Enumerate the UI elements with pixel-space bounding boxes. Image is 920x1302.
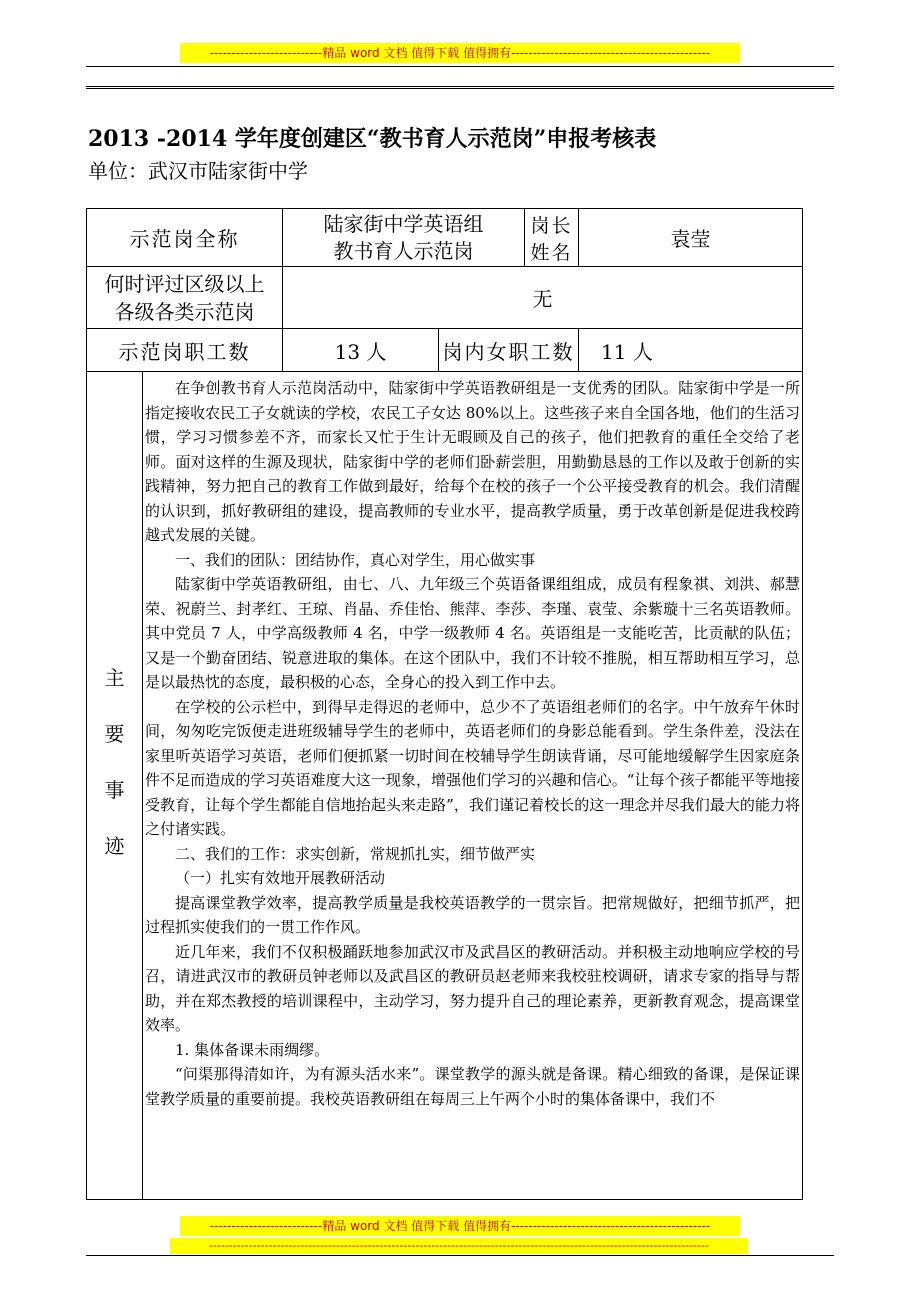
footer-dash-line: ------------------------------------------------------------------------------------------------------------------------------ <box>170 1238 748 1254</box>
history-label-line1: 何时评过区级以上 <box>104 271 265 296</box>
deeds-heading: 二、我们的工作：求实创新，常规抓扎实，细节做严实 <box>175 844 536 863</box>
full-name-line2: 教书育人示范岗 <box>333 238 474 263</box>
unit-line: 单位：武汉市陆家街中学 <box>88 159 308 183</box>
full-name-line1: 陆家街中学英语组 <box>323 211 484 236</box>
header-double-rule <box>86 86 834 91</box>
header-rule <box>86 66 834 67</box>
footer-banner: --------------------------精品 word 文档 值得下载 值得拥有---------------------------------------------- <box>180 1216 740 1236</box>
header-banner: --------------------------精品 word 文档 值得下载 值得拥有---------------------------------------------- <box>180 43 740 63</box>
staff-count-value: 13 人 <box>283 329 439 372</box>
deeds-heading: 一、我们的团队：团结协作，真心对学生，用心做实事 <box>175 550 536 569</box>
leader-name-label: 岗长姓名 <box>525 209 579 267</box>
deeds-paragraph: 近几年来，我们不仅积极踊跃地参加武汉市及武昌区的教研活动。并积极主动地响应学校的号召，请进武汉市的教研员钟老师以及武昌区的教研员赵老师来我校驻校调研，请求专家的指导与帮助，并在郑杰教授的培训课程中，主动学习，努力提升自己的理论素养，更新教育观念，提高课堂效率。 <box>145 942 801 1034</box>
deeds-paragraph: 在争创教书育人示范岗活动中，陆家街中学英语教研组是一支优秀的团队。陆家街中学是一所指定接收农民工子女就读的学校，农民工子女达 80%以上。这些孩子来自全国各地，他们的生活习惯，学习习惯参差不齐，而家长又忙于生计无暇顾及自己的孩子，他们把教育的重任全交给了老师。面对这样的生源及现状，陆家街中学的老师们卧薪尝胆，用勤勤恳恳的工作以及敢于创新的实践精神，努力把自己的教育工作做到最好，给每个在校的孩子一个公平接受教育的机会。我们清醒的认识到，抓好教研组的建设，提高教师的专业水平，提高教学质量，勇于改革创新是促进我校跨越式发展的关键。 <box>145 379 801 544</box>
footer-rule <box>86 1255 834 1256</box>
deeds-subheading: 1. 集体备课未雨绸缪。 <box>175 1040 330 1059</box>
staff-count-label: 示范岗职工数 <box>87 329 283 372</box>
full-name-value <box>283 209 525 267</box>
full-name-label: 示范岗全称 <box>87 209 283 267</box>
deeds-content <box>143 372 803 1200</box>
form-row-staff <box>87 329 803 372</box>
deeds-subheading: （一）扎实有效地开展教研活动 <box>175 869 386 887</box>
deeds-paragraph: 提高课堂教学效率，提高教学质量是我校英语教学的一贯宗旨。把常规做好，把细节抓严，把过程抓实使我们的一贯工作作风。 <box>145 893 801 936</box>
female-staff-label: 岗内女职工数 <box>439 329 579 372</box>
female-staff-number: 11 人 <box>601 339 653 364</box>
leader-name-value: 袁莹 <box>579 209 803 267</box>
form-row-history <box>87 267 803 329</box>
history-value: 无 <box>283 267 803 329</box>
deeds-paragraph: 在学校的公示栏中，到得早走得迟的老师中，总少不了英语组老师们的名字。中午放弃午休时间，匆匆吃完饭便走进班级辅导学生的老师中，英语老师们的身影总能看到。学生条件差，没法在家里听英语学习英语，老师们便抓紧一切时间在校辅导学生朗读背诵，尽可能地缓解学生因家庭条件不足而造成的学习英语难度大这一现象，增强他们学习的兴趣和信心。“让每个孩子都能平等地接受教育，让每个学生都能自信地抬起头来走路”，我们谨记着校长的这一理念并尽我们最大的能力将之付诸实践。 <box>145 697 801 838</box>
form-row-name <box>87 209 803 267</box>
deeds-side-char: 迹 <box>104 834 125 858</box>
form-row-deeds <box>87 372 803 1200</box>
document-title: 2013 -2014 学年度创建区“教书育人示范岗”申报考核表 <box>88 126 657 152</box>
female-staff-value <box>579 329 803 372</box>
deeds-side-label <box>87 372 143 1200</box>
deeds-paragraph: 陆家街中学英语教研组，由七、八、九年级三个英语备课组组成，成员有程象祺、刘洪、郝慧荣、祝蔚兰、封孝红、王琼、肖晶、乔佳怡、熊萍、李莎、李瑾、袁莹、余紫璇十三名英语教师。其中党员 7 人，中学高级教师 4 名，中学一级教师 4 名。英语组是一支能吃苦，比贡献的队伍；又是一个勤奋团结、锐意进取的集体。在这个团队中，我们不计较不推脱，相互帮助相互学习，总是以最热忱的态度，最积极的心态，全身心的投入到工作中去。 <box>145 575 801 691</box>
deeds-side-char: 事 <box>104 778 125 802</box>
deeds-side-char: 要 <box>104 722 125 746</box>
history-label-line2: 各级各类示范岗 <box>114 299 255 324</box>
deeds-paragraph: “问渠那得清如许，为有源头活水来”。课堂教学的源头就是备课。精心细致的备课，是保证课堂教学质量的重要前提。我校英语教研组在每周三上午两个小时的集体备课中，我们不 <box>145 1065 801 1108</box>
application-form-table <box>86 208 803 1200</box>
history-label <box>87 267 283 329</box>
deeds-side-char: 主 <box>104 666 125 690</box>
